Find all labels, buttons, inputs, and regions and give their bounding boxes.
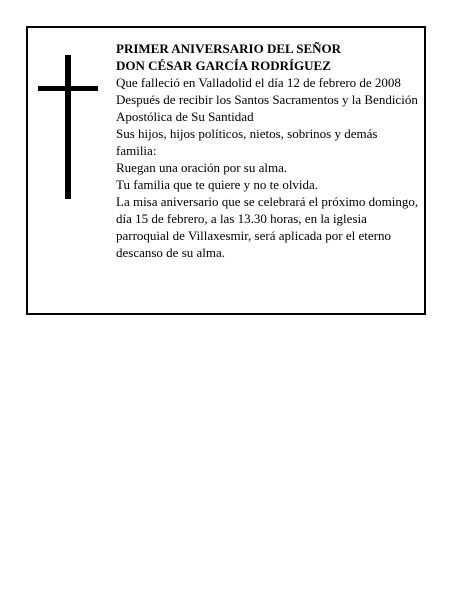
cross-icon xyxy=(38,55,98,199)
family-line: Sus hijos, hijos políticos, nietos, sobrinos y demás familia: xyxy=(116,126,378,158)
family-love-line: Tu familia que te quiere y no te olvida. xyxy=(116,177,319,192)
death-date-line: Que falleció en Valladolid el día 12 de febrero de 2008 xyxy=(116,75,401,90)
cross-horizontal-bar xyxy=(38,86,98,91)
notice-title-line-1: PRIMER ANIVERSARIO DEL SEÑOR xyxy=(116,41,342,56)
obituary-notice xyxy=(26,26,426,315)
cross-vertical-bar xyxy=(65,55,71,199)
notice-text xyxy=(116,40,421,261)
mass-paragraph: La misa aniversario que se celebrará el próximo domingo, día 15 de febrero, a las 13.30 horas, en la iglesia parroquial de Villaxesmir, será aplicada por el eterno descanso de su alma. xyxy=(116,194,419,260)
sacraments-line: Después de recibir los Santos Sacramentos y la Bendición Apostólica de Su Santidad xyxy=(116,92,418,124)
notice-title-line-2: DON CÉSAR GARCÍA RODRÍGUEZ xyxy=(116,58,331,73)
prayer-line: Ruegan una oración por su alma. xyxy=(116,160,288,175)
